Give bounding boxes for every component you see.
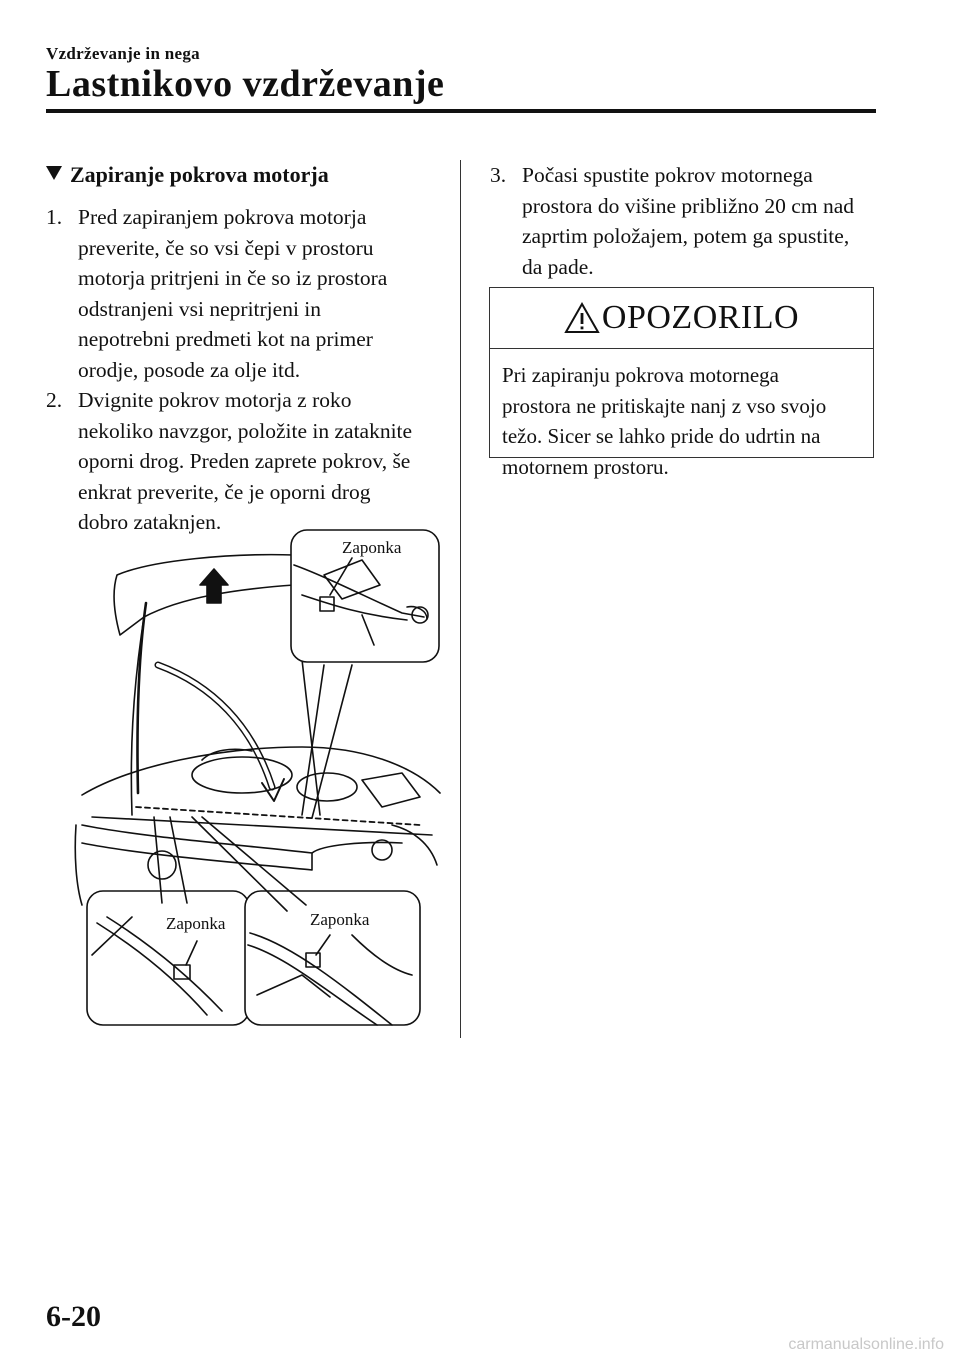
warning-text	[502, 360, 863, 482]
warning-line: Pri zapiranju pokrova motornega	[502, 363, 779, 387]
page-number: 6-20	[46, 1300, 101, 1333]
steps-list-right	[490, 160, 880, 282]
section-label: Vzdrževanje in nega	[46, 44, 200, 63]
warning-line: motornem prostoru.	[502, 454, 669, 479]
inset-bottom-left	[87, 891, 249, 1025]
hood-closing-illustration	[62, 525, 447, 1030]
section-heading	[46, 162, 329, 188]
callout-label: Zaponka	[310, 910, 370, 929]
step-line: nepotrebni predmeti kot na primer	[78, 327, 373, 351]
prop-rod	[137, 603, 146, 793]
step-number: 3.	[490, 163, 507, 187]
step-line: nekoliko navzgor, položite in zataknite	[78, 418, 413, 443]
step-line: Pred zapiranjem pokrova motorja	[78, 205, 367, 229]
step-item	[46, 202, 446, 385]
step-line: preverite, če so vsi čepi v prostoru	[78, 235, 374, 260]
header-rule	[46, 109, 876, 113]
step-line: enkrat preverite, če je oporni drog	[78, 479, 371, 504]
step-line: Dvignite pokrov motorja z roko	[78, 388, 352, 412]
step-line: zaprtim položajem, potem ga spustite,	[522, 224, 850, 248]
step-number: 1.	[46, 205, 63, 229]
step-line: orodje, posode za olje itd.	[78, 357, 301, 382]
step-line: oporni drog. Preden zaprete pokrov, še	[78, 449, 411, 473]
step-item	[46, 385, 446, 538]
warning-line: težo. Sicer se lahko pride do udrtin na	[502, 424, 821, 448]
warning-line: prostora ne pritiskajte nanj z vso svojo	[502, 393, 827, 418]
callout-label: Zaponka	[166, 914, 226, 933]
warning-triangle-icon	[564, 302, 600, 334]
callout-label: Zaponka	[342, 538, 402, 557]
step-line: prostora do višine približno 20 cm nad	[522, 193, 854, 218]
step-item	[490, 160, 880, 282]
step-line: odstranjeni vsi nepritrjeni in	[78, 296, 322, 321]
warning-box	[489, 287, 874, 479]
watermark: carmanualsonline.info	[788, 1336, 944, 1353]
step-line: dobro zataknjen.	[78, 510, 222, 534]
step-line: da pade.	[522, 254, 594, 279]
hood-outline	[114, 555, 294, 635]
steps-list-left	[46, 202, 446, 538]
column-divider	[460, 160, 461, 1038]
warning-title: OPOZORILO	[601, 299, 800, 336]
lift-arrow-icon	[200, 569, 228, 603]
step-line: Počasi spustite pokrov motornega	[522, 163, 813, 187]
triangle-bullet-icon	[46, 166, 62, 180]
section-heading-text: Zapiranje pokrova motorja	[70, 162, 329, 187]
step-line: motorja pritrjeni in če so iz prostora	[78, 266, 388, 290]
chapter-title: Lastnikovo vzdrževanje	[46, 63, 445, 105]
step-number: 2.	[46, 388, 63, 412]
warning-header	[490, 288, 873, 349]
